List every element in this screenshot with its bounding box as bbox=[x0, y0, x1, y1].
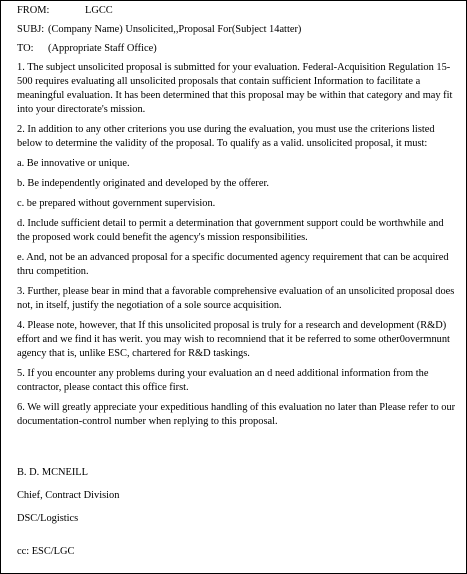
cc-line: cc: ESC/LGC bbox=[17, 546, 75, 557]
paragraph-2: 2. In addition to any other criterions you use during the evaluation, you must use the criterions listed below to determine the validity of the proposal. To qualify as a valid. unsolicited proposal, it must: bbox=[17, 124, 435, 149]
signer-title: Chief, Contract Division bbox=[17, 490, 120, 501]
to-value: (Appropriate Staff Office) bbox=[48, 43, 157, 54]
from-row bbox=[17, 4, 457, 23]
memo-body bbox=[17, 4, 457, 435]
to-row bbox=[17, 42, 457, 61]
criterion-d: d. Include sufficient detail to permit a determination that government support could be worthwhile and the proposed work could benefit the agency's mission responsibilities. bbox=[17, 218, 444, 243]
criterion-a: a. Be innovative or unique. bbox=[17, 158, 130, 169]
subject-row bbox=[17, 23, 457, 42]
from-value: LGCC bbox=[85, 5, 113, 16]
signer-office: DSC/Logistics bbox=[17, 513, 79, 524]
criterion-c: c. be prepared without government supervision. bbox=[17, 198, 216, 209]
subject-value: (Company Name) Unsolicited,,Proposal For(Subject 14atter) bbox=[48, 24, 302, 35]
from-label: FROM: bbox=[17, 5, 50, 16]
signature-block bbox=[17, 466, 317, 535]
paragraph-1: 1. The subject unsolicited proposal is submitted for your evaluation. Federal-Acquisition Regulation 15-500 requires evaluating all unsolicited proposals that contain sufficient Information to facilitate a meaningful evaluation. It has been determined that this proposal may be within that category and may fit into your directorate's mission. bbox=[17, 62, 453, 115]
paragraph-3: 3. Further, please bear in mind that a favorable comprehensive evaluation of an unsolicited proposal does not, in itself, justify the negotiation of a sole source acquisition. bbox=[17, 286, 455, 311]
signer-name: B. D. MCNEILL bbox=[17, 467, 88, 478]
paragraph-5: 5. If you encounter any problems during your evaluation an d need additional information from the contractor, please contact this office first. bbox=[17, 368, 429, 393]
subject-label: SUBJ: bbox=[17, 24, 45, 35]
criterion-e: e. And, not be an advanced proposal for a specific documented agency requirement that can be acquired thru competition. bbox=[17, 252, 449, 277]
criterion-b: b. Be independently originated and developed by the offerer. bbox=[17, 178, 269, 189]
paragraph-6: 6. We will greatly appreciate your expeditious handling of this evaluation no later than Please refer to our documentation-control number when replying to this proposal. bbox=[17, 402, 456, 427]
paragraph-4: 4. Please note, however, that If this unsolicited proposal is truly for a research and development (R&D) effort and we find it has werit. you may wish to recomniend that it be referred to some other0overmnunt agency that is, unlike ESC, chartered for R&D taskings. bbox=[17, 320, 450, 359]
to-label: TO: bbox=[17, 43, 34, 54]
